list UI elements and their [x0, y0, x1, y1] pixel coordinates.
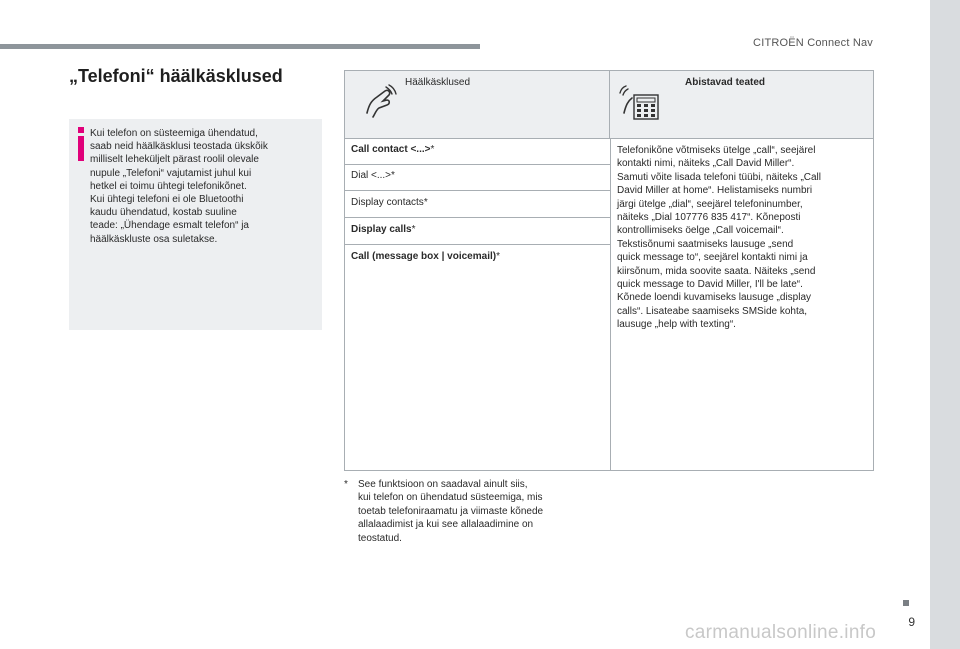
footnote-star: *: [411, 224, 416, 235]
footnote-star: *: [423, 197, 428, 208]
row-divider: [345, 190, 610, 191]
row-divider: [345, 164, 610, 165]
watermark: carmanualsonline.info: [685, 622, 877, 643]
command-row-display-calls: [345, 224, 610, 235]
help-message-text: Telefonikõne võtmiseks ütelge „call“, seejärel kontakti nimi, näiteks „Call David Miller“. Samuti võite lisada telefoni tüübi, näiteks „Call David Miller at home“. Helistamiseks numbri järgi ütelge „dial“, seejärel telefoninumber, näiteks „Dial 107776 835 417“. Kõneposti kontrollimiseks öelge „Call voicemail“. Tekstisõnumi saatmiseks lausuge „send quick message to“, seejärel kontakti nimi ja kiirsõnum, mida soovite saata. Näiteks „send quick message to David Miller, I'll be late“. Kõnede loendi kuvamiseks lausuge „display calls“. Lisateabe saamiseks SMSide kohta, lausuge „help with texting“.: [617, 145, 821, 331]
command-label: Call contact <...>: [351, 144, 431, 155]
table-header-left-label: Häälkäsklused: [405, 77, 471, 88]
footnote-star: *: [496, 251, 500, 262]
footnote-star: *: [391, 170, 395, 181]
phone-keypad-icon: [618, 83, 662, 121]
brand-header: CITROËN Connect Nav: [753, 37, 873, 49]
command-row-display-contacts: [345, 197, 610, 208]
command-label: Display calls: [351, 224, 412, 235]
row-divider: [345, 217, 610, 218]
table-column-divider: [610, 138, 611, 470]
table-header-commands: [345, 71, 610, 138]
footnote-mark: *: [344, 479, 348, 490]
side-strip: [930, 0, 960, 649]
footnote-star: *: [430, 144, 435, 155]
info-icon: [77, 127, 85, 161]
page-number: 9: [908, 615, 915, 629]
section-title: „Telefoni“ häälkäsklused: [69, 66, 283, 86]
row-divider: [345, 244, 610, 245]
header-rule: [0, 44, 480, 49]
footnote: [344, 478, 604, 545]
command-label: Display contacts: [351, 197, 424, 208]
command-label: Call (message box | voicemail): [351, 251, 497, 262]
page-marker: [903, 600, 909, 606]
voice-command-icon: [359, 83, 399, 119]
command-row-call-contact: [345, 144, 610, 155]
table-header-messages: [610, 71, 873, 138]
info-text: Kui telefon on süsteemiga ühendatud, saab neid häälkäsklusi teostada ükskõik milliselt leheküljelt pärast roolil olevale nupule „Telefoni“ vajutamist juhul kui hetkel ei toimu ühtegi telefonikõnet. Kui ühtegi telefoni ei ole Bluetoothi kaudu ühendatud, kostab suuline teade: „Ühendage esmalt telefon“ ja häälkäskluste osa suletakse.: [90, 128, 268, 245]
command-row-call-voicemail: [345, 251, 610, 262]
command-row-dial: [345, 170, 610, 181]
info-box: [69, 119, 322, 330]
footnote-text: See funktsioon on saadaval ainult siis, kui telefon on ühendatud süsteemiga, mis toetab telefoniraamatu ja viimaste kõnede allalaadimist ja kui see allalaadimine on teostatud.: [358, 479, 544, 544]
table-header-divider: [345, 138, 873, 139]
voice-commands-table: [344, 70, 874, 471]
command-label: Dial <...>: [351, 170, 392, 181]
table-header-right-label: Abistavad teated: [685, 77, 766, 88]
